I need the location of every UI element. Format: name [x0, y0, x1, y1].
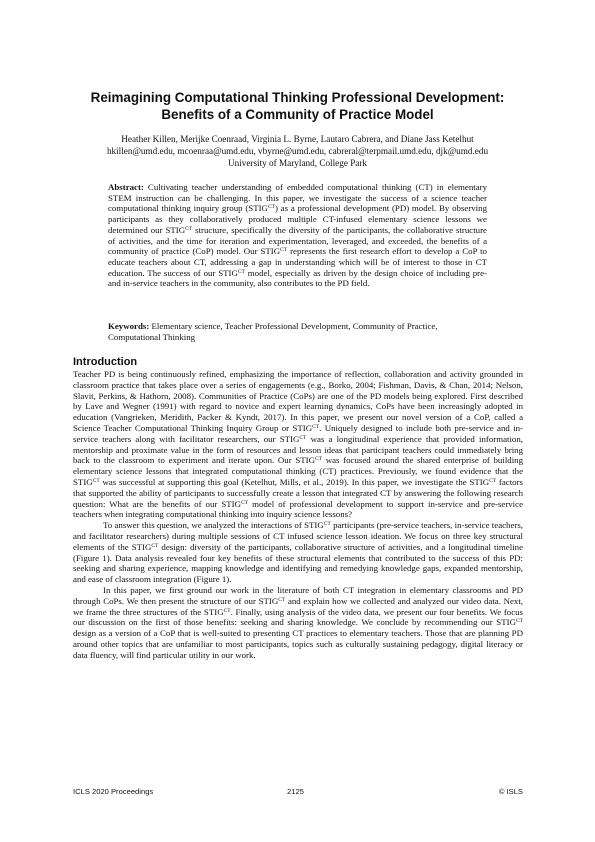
- paragraph-text: participants (pre-service teachers, in-service teachers, and facilitator researchers) during multiple sessions of CT infused science lesson ideation. We focus on three key structural elements of the STIG: [73, 520, 523, 552]
- keywords: [108, 321, 487, 343]
- introduction-body: [73, 369, 523, 661]
- footer-proceedings: ICLS 2020 Proceedings: [73, 787, 154, 796]
- paragraph-text: Teacher PD is being continuously refined, emphasizing the importance of reflection, collaboration and activity grounded in classroom practice that takes place over a series of engagements (e.g., Borko, 2004; Fishman, Davis, & Chan, 2014; Nelson, Slavit, Perkins, & Hathorn, 2008). Communities of Practice (CoPs) are one of the PD models being explored. First described by Lave and Wegner (1991) with regard to novice and expert learning dynamics, CoPs have been increasingly adopted in education (Vangrieken, Meridith, Packer & Kyndt, 2017). In this paper, we present our novel version of a CoP, called a Science Teacher Computational Thinking Inquiry Group or STIG: [73, 369, 523, 433]
- ct-superscript: CT: [489, 477, 497, 484]
- paragraph-text: was focused around the shared enterprise of building elementary science lessons that integrated computational thinking (CT) practices. Previously, we found evidence that the STIG: [73, 455, 523, 487]
- ct-superscript: CT: [278, 596, 286, 603]
- title-line-1: Reimagining Computational Thinking Professional Development:: [90, 90, 505, 105]
- paragraph-text: . Uniquely designed to include both pre-service and in-service teachers along with facilitator researchers, our STIG: [73, 422, 523, 444]
- ct-superscript: CT: [312, 423, 320, 430]
- paragraph-text: design: diversity of the participants, collaborative structure of activities, and a longitudinal timeline (Figure 1). Data analysis revealed four key benefits of these structural elements that contributed to the success of this PD: seeking and sharing experience, mapping knowledge and identifying and remedying knowledge gaps, expanded mentorship, and ease of classroom integration (Figure 1).: [73, 541, 523, 585]
- footer-copyright: © ISLS: [498, 787, 523, 796]
- section-heading-introduction: Introduction: [73, 356, 138, 368]
- abstract-text-3: structure, specifically the diversity of the participants, the collaborative structure of activities, and the time for iteration and experimentation, leveraged, and exceeded, the benefits of a community of practice (CoP) model. Our STIG: [108, 224, 487, 257]
- footer-page-number: 2125: [287, 787, 304, 796]
- title-line-2: Benefits of a Community of Practice Model: [161, 106, 434, 122]
- abstract-label: Abstract:: [108, 182, 144, 192]
- ct-superscript: CT: [185, 225, 193, 232]
- paragraph-3: [73, 585, 523, 661]
- author-affiliation: University of Maryland, College Park: [227, 158, 368, 168]
- ct-superscript: CT: [223, 607, 231, 614]
- author-names: Heather Killen, Merijke Coenraad, Virginia L. Byrne, Lautaro Cabrera, and Diane Jass Ketelhut: [121, 134, 474, 144]
- paragraph-1: [73, 369, 523, 520]
- abstract-text-4: represents the first research effort to develop a CoP to educate teachers about CT, addressing a gap in understanding which will be of interest to those in CT education. The success of our STIG: [108, 246, 487, 278]
- ct-superscript: CT: [267, 204, 275, 211]
- keywords-text: Elementary science, Teacher Professional Development, Community of Practice, Computational Thinking: [108, 321, 438, 342]
- paragraph-text: was a longitudinal experience that provided information, mentorship and proximate value in the form of resources and lesson ideas that participant teachers could immediately bring back to the classroom to experiment and iterate upon. Our STIG: [73, 433, 523, 466]
- abstract: [108, 182, 487, 289]
- paragraph-text: was successful at supporting this goal (Ketelhut, Mills, et al., 2019). In this paper, we investigate the STIG: [99, 476, 490, 487]
- abstract-text-5: model, especially as driven by the design choice of including pre- and in-service teachers in the community, also contributes to the PD field.: [108, 267, 487, 289]
- ct-superscript: CT: [299, 434, 307, 441]
- author-emails: hkillen@umd.edu, mcoenraa@umd.edu, vbyrne@umd.edu, cabreral@terpmail.umd.edu, djk@umd.edu: [106, 146, 489, 156]
- paper-title: [60, 90, 535, 123]
- author-block: [60, 133, 535, 169]
- paragraph-text: factors that supported the ability of participants to successfully create a lesson that integrated CT by answering the following research question: What are the benefits of our STIG: [73, 476, 523, 509]
- ct-superscript: CT: [237, 268, 245, 275]
- paragraph-text: . Finally, using analysis of the video data, we present our four benefits. We focus our discussion on the first of those benefits: seeking and sharing knowledge. We conclude by recommending our STIG: [73, 606, 523, 628]
- ct-superscript: CT: [323, 520, 331, 527]
- ct-superscript: CT: [315, 456, 323, 463]
- abstract-text-2: ) as a professional development (PD) model. By observing participants as they collaboratively produced multiple CT-infused elementary science lessons we determined our STIG: [108, 203, 487, 235]
- keywords-label: Keywords:: [108, 321, 150, 331]
- ct-superscript: CT: [280, 247, 288, 254]
- abstract-text-1: Cultivating teacher understanding of embedded computational thinking (CT) in elementary STEM instruction can be challenging. In this paper, we investigate the success of a science teacher computational thinking inquiry group (STIG: [108, 182, 487, 214]
- paragraph-text: In this paper, we first ground our work in the literature of both CT integration in elementary classrooms and PD through CoPs. We then present the structure of our STIG: [73, 584, 523, 606]
- ct-superscript: CT: [515, 618, 523, 625]
- ct-superscript: CT: [151, 542, 159, 549]
- paragraph-2: [73, 520, 523, 585]
- ct-superscript: CT: [92, 477, 100, 484]
- paragraph-text: To answer this question, we analyzed the interactions of STIG: [103, 520, 324, 531]
- paragraph-text: design as a version of a CoP that is well-suited to presenting CT practices to elementary teachers. Those that are planning PD around other topics that are unfamiliar to most participants, topics such as culturally sustaining pedagogy, digital literacy or data fluency, will find particular utility in our work.: [73, 628, 523, 660]
- paragraph-text: model of professional development to support in-service and pre-service teachers when integrating computational thinking into inquiry science lessons?: [73, 498, 523, 520]
- ct-superscript: CT: [241, 499, 249, 506]
- paragraph-text: and explain how we collected and analyzed our video data. Next, we frame the three structures of the STIG: [73, 595, 523, 617]
